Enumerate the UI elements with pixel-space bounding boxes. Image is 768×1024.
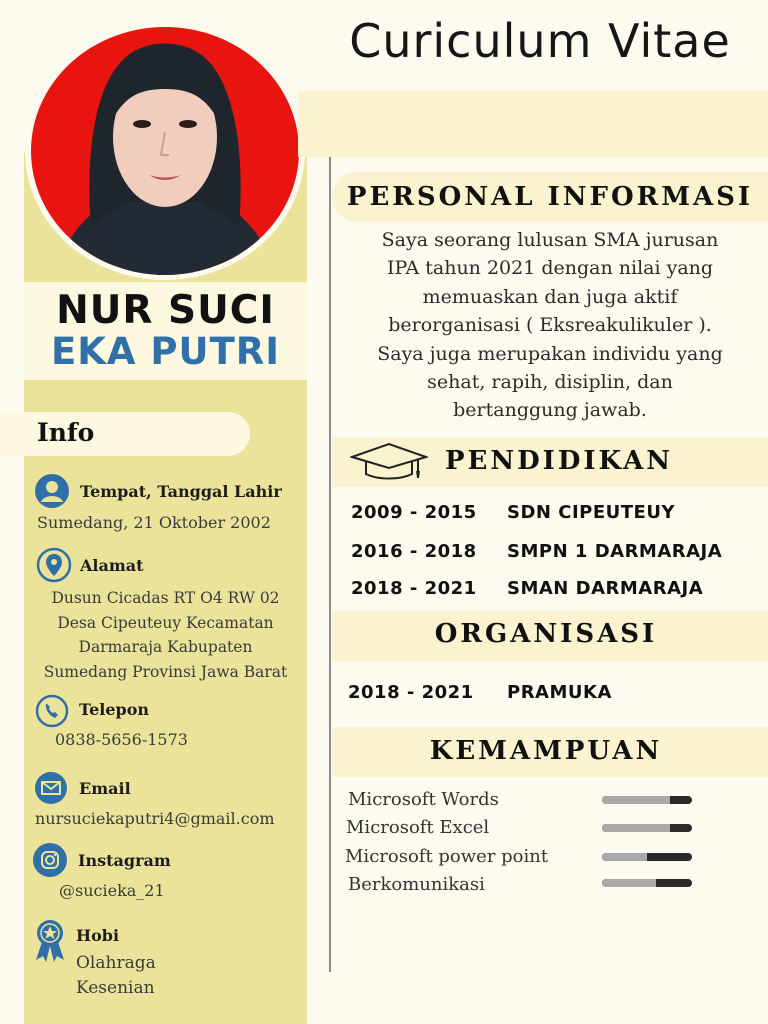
personal-heading: PERSONAL INFORMASI [346,182,754,212]
info-heading-pill [0,412,250,456]
summary-line: Saya juga merupakan individu yang [377,342,723,365]
skill-name: Berkomunikasi [348,874,485,895]
email-label: Email [79,779,131,798]
education-school: SDN CIPEUTEUY [507,502,675,523]
organization-years: 2018 - 2021 [348,682,474,703]
skill-bar [602,796,692,804]
summary-line: memuaskan dan juga aktif [422,285,678,308]
phone-value: 0838-5656-1573 [55,730,188,749]
info-heading: Info [37,418,95,447]
skill-level-fill [602,879,656,887]
user-icon [35,474,69,508]
skill-name: Microsoft Excel [346,817,490,838]
education-years: 2018 - 2021 [351,578,477,599]
email-icon [33,771,69,805]
skill-level-fill [602,824,670,832]
address-line-2: Desa Cipeuteuy Kecamatan [57,614,274,632]
skill-bar [602,824,692,832]
email-value: nursuciekaputri4@gmail.com [35,809,275,828]
award-ribbon-icon [33,918,67,962]
hobby-item: Kesenian [76,978,155,998]
education-years: 2016 - 2018 [351,541,477,562]
address-label: Alamat [80,556,144,575]
profile-photo [31,27,299,275]
instagram-value: @sucieka_21 [59,881,165,900]
skill-level-fill [602,796,670,804]
education-heading: PENDIDIKAN [445,446,674,476]
location-pin-icon [36,547,72,583]
skill-name: Microsoft power point [345,846,549,867]
address-line-4: Sumedang Provinsi Jawa Barat [43,663,288,681]
graduation-cap-icon [350,441,428,481]
skill-name: Microsoft Words [348,789,499,810]
name-box [24,282,307,380]
phone-icon [35,694,69,728]
personal-summary [340,226,760,425]
name-second-line: EKA PUTRI [50,330,281,373]
summary-line: berorganisasi ( Eksreakulikuler ). [388,314,712,337]
skill-bar [602,853,692,861]
instagram-icon [33,843,67,877]
skill-bar [602,879,692,887]
instagram-label: Instagram [78,851,171,870]
summary-line: Saya seorang lulusan SMA jurusan [381,229,719,251]
hobby-label: Hobi [76,926,120,945]
organization-heading: ORGANISASI [434,619,658,649]
birth-label: Tempat, Tanggal Lahir [80,482,282,501]
education-years: 2009 - 2015 [351,502,477,523]
column-divider [329,157,331,972]
header-band [298,91,768,157]
name-first-line: NUR SUCI [56,288,275,333]
phone-label: Telepon [79,700,149,719]
address-line-3: Darmaraja Kabupaten [78,638,253,656]
summary-line: IPA tahun 2021 dengan nilai yang [386,257,714,280]
summary-line: bertanggung jawab. [453,399,647,422]
education-school: SMAN DARMARAJA [507,578,704,599]
page-title: Curiculum Vitae [349,14,731,68]
skills-heading: KEMAMPUAN [429,736,663,766]
skill-level-fill [602,853,647,861]
summary-line: sehat, rapih, disiplin, dan [427,371,673,394]
hobby-item: Olahraga [76,953,156,973]
organization-name: PRAMUKA [507,682,612,703]
birth-value: Sumedang, 21 Oktober 2002 [37,513,271,532]
education-school: SMPN 1 DARMARAJA [507,541,723,562]
address-line-1: Dusun Cicadas RT O4 RW 02 [51,589,280,607]
